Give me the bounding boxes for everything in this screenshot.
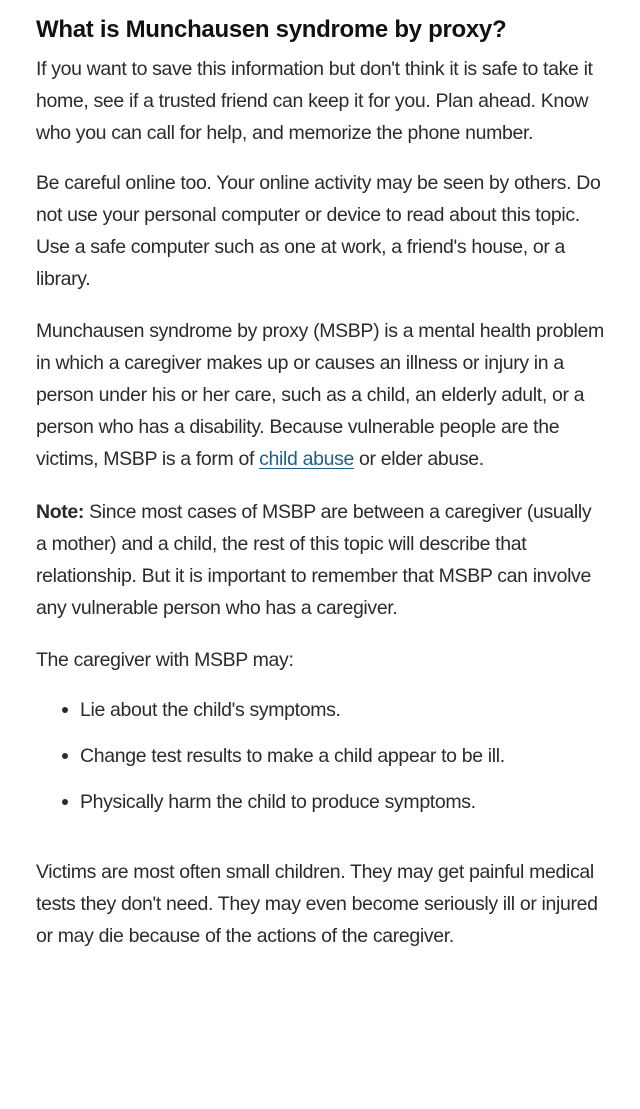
bullet-icon: [62, 799, 68, 805]
list-item-text: Lie about the child's symptoms.: [80, 699, 341, 721]
list-item: [62, 786, 604, 818]
safety-online-paragraph: Be careful online too. Your online activity may be seen by others. Do not use your personal computer or device to read about this topic. Use a safe computer such as one at work, a friend's house, or a library.: [36, 172, 601, 290]
definition-text-end: or elder abuse.: [353, 448, 484, 470]
definition-text: Munchausen syndrome by proxy (MSBP) is a mental health problem in which a caregiver makes up or causes an illness or injury in a person under his or her care, such as a child, an elderly adult, or a person who has a disability. Because vulnerable people are the victims, MSBP is a form of: [36, 320, 604, 470]
caregiver-behaviors-list: [36, 694, 604, 818]
note-paragraph: [36, 496, 604, 624]
list-item-text: Change test results to make a child appear to be ill.: [80, 745, 505, 767]
bullet-icon: [62, 753, 68, 759]
list-item: [62, 740, 604, 772]
safety-save-paragraph: If you want to save this information but don't think it is safe to take it home, see if a trusted friend can keep it for you. Plan ahead. Know who you can call for help, and memorize the phone number.: [36, 58, 593, 144]
child-abuse-link[interactable]: child abuse: [259, 448, 354, 470]
note-text: Since most cases of MSBP are between a caregiver (usually a mother) and a child, the rest of this topic will describe that relationship. But it is important to remember that MSBP can involve any vulnerable person who has a caregiver.: [36, 501, 592, 619]
list-item-text: Physically harm the child to produce symptoms.: [80, 791, 476, 813]
definition-paragraph: [36, 315, 604, 475]
note-label: Note:: [36, 501, 85, 523]
list-intro: The caregiver with MSBP may:: [36, 649, 294, 671]
page-title: What is Munchausen syndrome by proxy?: [36, 16, 507, 43]
victims-paragraph: Victims are most often small children. They may get painful medical tests they don't need. They may even become seriously ill or injured or may die because of the actions of the caregiver.: [36, 861, 598, 947]
list-item: [62, 694, 604, 726]
bullet-icon: [62, 707, 68, 713]
